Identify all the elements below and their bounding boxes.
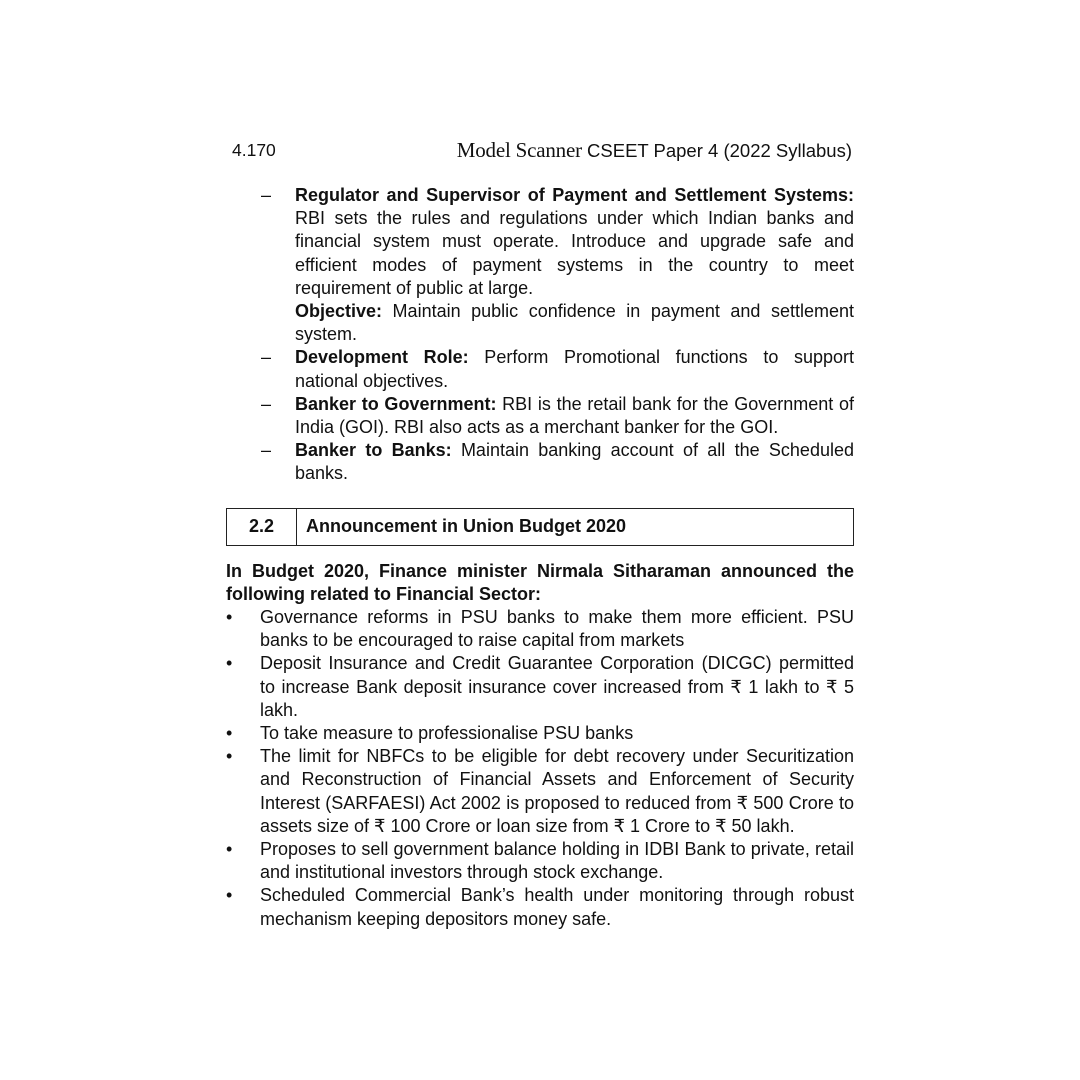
item-paragraph — [295, 346, 854, 392]
dash-marker: – — [261, 185, 272, 205]
page-content — [226, 184, 854, 931]
list-item — [226, 884, 854, 930]
list-item — [226, 393, 854, 439]
bullet-text: The limit for NBFCs to be eligible for debt recovery under Securitization and Reconstruction of Financial Assets and Enforcement of Security Interest (SARFAESI) Act 2002 is proposed to reduced from ₹ 500 Crore to assets size of ₹ 100 Crore or loan size from ₹ 1 Crore to ₹ 50 lakh. — [260, 746, 854, 836]
intro-paragraph: In Budget 2020, Finance minister Nirmala Sitharaman announced the following related to Financial Sector: — [226, 560, 854, 604]
objective-text: Maintain public confidence in payment and settlement system. — [295, 301, 854, 345]
item-text: Perform Promotional functions to support national objectives. — [295, 347, 855, 391]
page-header — [232, 138, 852, 166]
item-text: RBI sets the rules and regulations under which Indian banks and financial system must operate. Introduce and upgrade safe and efficient modes of payment systems in the country to meet requirement of public at large. — [295, 208, 854, 298]
dash-marker: – — [261, 347, 272, 368]
item-heading: Banker to Government: — [295, 393, 497, 414]
objective-paragraph — [295, 300, 854, 346]
item-paragraph — [295, 439, 854, 485]
dash-marker: – — [261, 440, 272, 461]
running-title-text: CSEET Paper 4 (2022 Syllabus) — [581, 140, 852, 161]
section-number: 2.2 — [227, 509, 297, 545]
item-heading: Development Role: — [295, 347, 469, 368]
item-heading: Banker to Banks: — [295, 440, 452, 461]
section-title: Announcement in Union Budget 2020 — [306, 516, 627, 537]
bullet-marker: • — [226, 885, 233, 906]
bullet-marker: • — [226, 653, 233, 674]
running-title-brand: Model Scanner — [456, 138, 582, 162]
list-item — [226, 652, 854, 722]
dash-marker: – — [261, 393, 272, 414]
bullet-marker: • — [226, 839, 233, 860]
item-text: RBI is the retail bank for the Government of India (GOI). RBI also acts as a merchant banker for the GOI. — [295, 393, 855, 438]
bullet-marker: • — [226, 607, 233, 628]
list-item — [226, 346, 854, 392]
list-item — [226, 745, 854, 838]
list-item — [226, 606, 854, 652]
item-paragraph — [295, 184, 854, 300]
rbi-functions-list — [226, 184, 854, 486]
section-heading-box — [226, 508, 854, 546]
list-item — [226, 838, 854, 884]
item-paragraph — [295, 393, 854, 439]
bullet-text: Scheduled Commercial Bank’s health under monitoring through robust mechanism keeping depositors money safe. — [260, 885, 854, 929]
list-item — [226, 184, 854, 346]
bullet-text: Deposit Insurance and Credit Guarantee Corporation (DICGC) permitted to increase Bank deposit insurance cover increased from ₹ 1 lakh to ₹ 5 lakh. — [260, 653, 854, 720]
page-number: 4.170 — [232, 140, 276, 160]
item-heading: Regulator and Supervisor of Payment and Settlement Systems: — [295, 185, 854, 205]
list-item — [226, 439, 854, 485]
bullet-marker: • — [226, 746, 233, 767]
bullet-marker: • — [226, 723, 233, 744]
objective-heading: Objective: — [295, 301, 383, 322]
bullet-text: Proposes to sell government balance holding in IDBI Bank to private, retail and institutional investors through stock exchange. — [260, 839, 854, 883]
bullet-text: To take measure to professionalise PSU banks — [260, 723, 634, 744]
running-title — [457, 138, 852, 163]
bullet-text: Governance reforms in PSU banks to make them more efficient. PSU banks to be encouraged to raise capital from markets — [260, 607, 854, 651]
budget-announcements-list — [226, 606, 854, 931]
item-text: Maintain banking account of all the Scheduled banks. — [295, 440, 854, 484]
list-item — [226, 722, 854, 745]
